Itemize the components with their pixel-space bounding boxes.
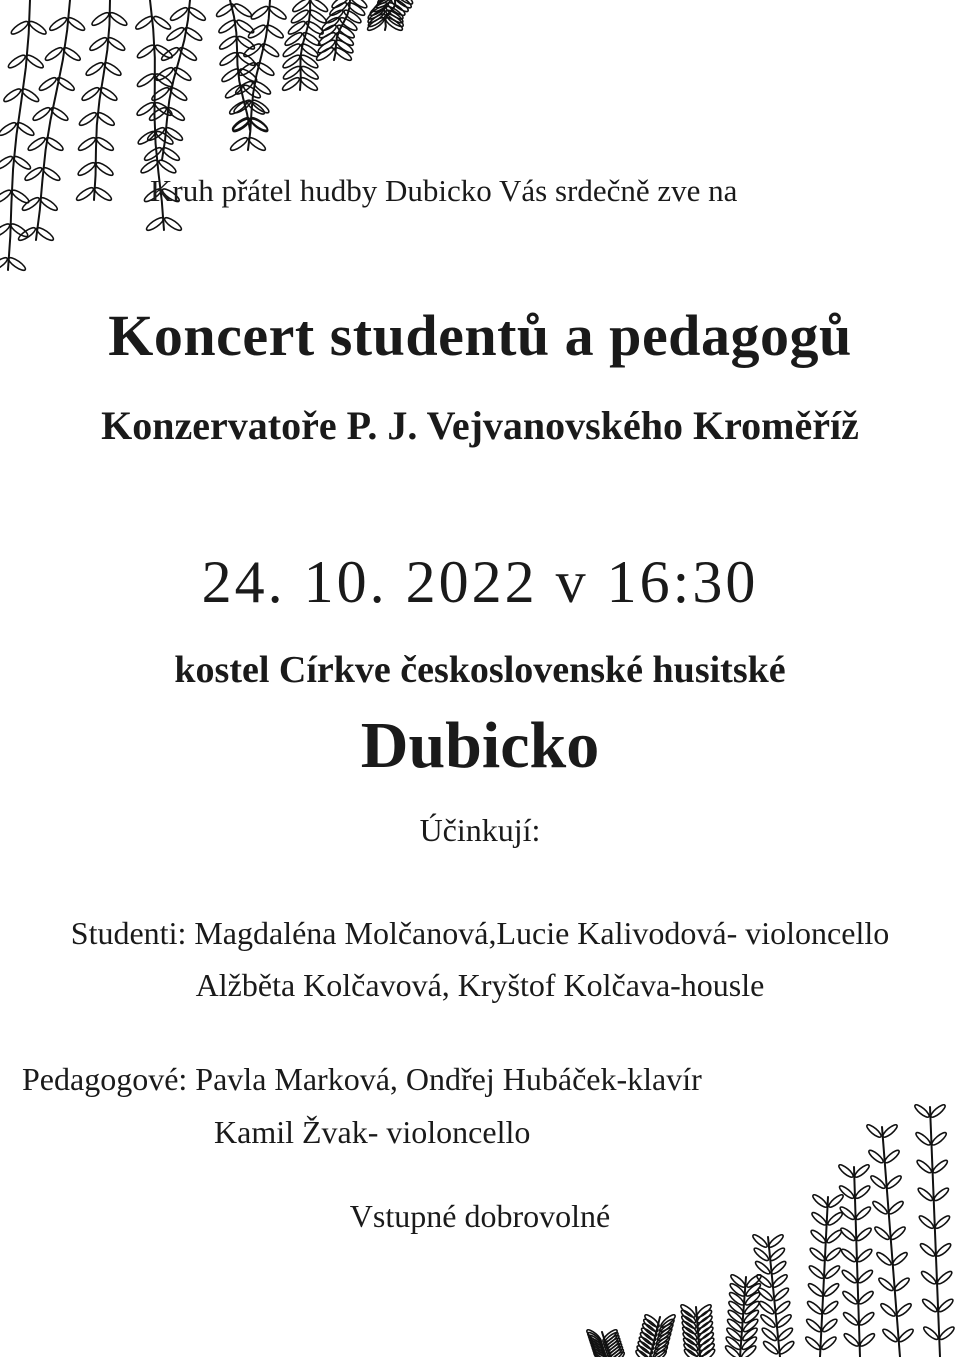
event-venue: kostel Církve československé husitské [174, 649, 786, 691]
teachers-line-1: Pedagogové: Pavla Marková, Ondřej Hubáček-klavír [22, 1061, 702, 1097]
students-line-1: Studenti: Magdaléna Molčanová,Lucie Kalivodová- violoncello [70, 915, 890, 951]
admission-note: Vstupné dobrovolné [349, 1198, 611, 1234]
event-datetime: 24. 10. 2022 v 16:30 [201, 549, 759, 615]
page-title: Koncert studentů a pedagogů [108, 303, 852, 368]
hanging-branches-icon [0, 0, 430, 280]
teachers-line-2: Kamil Žvak- violoncello [214, 1114, 531, 1150]
invitation-text: Kruh přátel hudby Dubicko Vás srdečně zve na [150, 173, 738, 208]
page-subtitle: Konzervatoře P. J. Vejvanovského Kroměříž [101, 403, 859, 448]
students-line-2: Alžběta Kolčavová, Kryštof Kolčava-housle [195, 967, 765, 1003]
performers-heading: Účinkují: [419, 812, 541, 848]
event-town: Dubicko [360, 709, 600, 782]
